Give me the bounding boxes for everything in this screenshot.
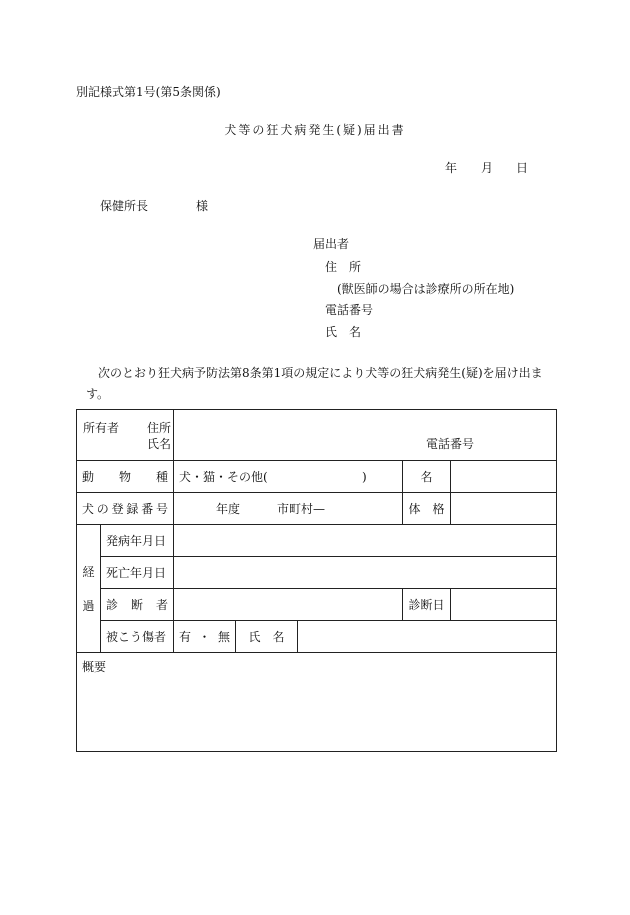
applicant-address-note: (獣医師の場合は診療所の所在地): [337, 282, 515, 296]
applicant-heading: 届出者: [313, 237, 350, 251]
species-close-paren: ): [362, 470, 367, 484]
death-row: [77, 557, 557, 589]
body-text-line1: 次のとおり狂犬病予防法第8条第1項の規定により犬等の狂犬病発生(疑)を届け出ま: [98, 366, 543, 380]
animal-name-label: 名: [403, 461, 451, 493]
bite-separator: ・: [198, 629, 211, 644]
registration-city-label: 市町村—: [277, 502, 326, 516]
summary-cell[interactable]: [77, 653, 557, 752]
applicant-phone-label: 電話番号: [325, 303, 374, 317]
bite-presence-cell[interactable]: [174, 621, 236, 653]
species-char: 種: [155, 469, 168, 484]
species-char: 物: [118, 469, 131, 484]
summary-label: 概要: [82, 660, 107, 674]
victim-name-value[interactable]: [298, 621, 557, 653]
progress-char: 過: [82, 598, 95, 613]
owner-address-label: 住所: [147, 421, 172, 435]
owner-phone-label: 電話番号: [426, 437, 475, 451]
date-month: 月: [481, 161, 494, 175]
summary-row: [77, 653, 557, 752]
onset-date-value[interactable]: [174, 525, 557, 557]
owner-value-cell[interactable]: [174, 410, 557, 461]
progress-char: 経: [82, 564, 95, 579]
diagnoser-char: 者: [155, 597, 168, 612]
progress-label-cell: [77, 525, 101, 653]
applicant-name-label: 氏 名: [325, 325, 362, 339]
registration-char: 番: [141, 501, 154, 516]
diagnosis-date-label: 診断日: [403, 589, 451, 621]
registration-char: の: [96, 501, 109, 516]
physique-label: 体 格: [403, 493, 451, 525]
death-date-label: 死亡年月日: [101, 557, 174, 589]
species-char: 動: [82, 469, 95, 484]
diagnoser-value[interactable]: [174, 589, 403, 621]
owner-name-label: 氏名: [147, 437, 172, 451]
bite-no-option[interactable]: 無: [217, 629, 230, 644]
diagnosis-row: [77, 589, 557, 621]
registration-char: 犬: [82, 501, 95, 516]
species-options: 犬・猫・その他(: [179, 469, 268, 484]
species-row: [77, 461, 557, 493]
notification-table: [76, 409, 557, 752]
bite-victim-label: 被こう傷者: [101, 621, 174, 653]
document-title: 犬等の狂犬病発生(疑)届出書: [224, 123, 406, 137]
addressee-honorific: 様: [196, 199, 209, 213]
onset-date-label: 発病年月日: [101, 525, 174, 557]
form-reference: 別記様式第1号(第5条関係): [76, 85, 221, 99]
registration-row: [77, 493, 557, 525]
owner-label-cell: [77, 410, 174, 461]
date-day: 日: [516, 161, 529, 175]
registration-label: [82, 501, 168, 517]
diagnoser-label: [106, 597, 168, 613]
applicant-address-label: 住 所: [325, 260, 362, 274]
species-label-cell: [77, 461, 174, 493]
animal-name-value[interactable]: [451, 461, 557, 493]
diagnosis-date-value[interactable]: [451, 589, 557, 621]
bite-presence-options: [179, 629, 230, 645]
physique-value[interactable]: [451, 493, 557, 525]
species-value-cell[interactable]: [174, 461, 403, 493]
bite-yes-option[interactable]: 有: [179, 629, 192, 644]
diagnoser-char: 断: [130, 597, 143, 612]
registration-value-cell[interactable]: [174, 493, 403, 525]
bite-victim-row: [77, 621, 557, 653]
registration-year-label: 年度: [216, 502, 241, 516]
diagnoser-label-cell: [101, 589, 174, 621]
onset-row: [77, 525, 557, 557]
diagnoser-char: 診: [106, 597, 119, 612]
body-text-line2: す。: [86, 387, 110, 401]
registration-label-cell: [77, 493, 174, 525]
registration-char: 録: [126, 501, 139, 516]
owner-row: [77, 410, 557, 461]
owner-label: 所有者: [83, 421, 120, 435]
species-label: [82, 469, 168, 485]
addressee-office: 保健所長: [100, 199, 149, 213]
registration-char: 号: [155, 501, 168, 516]
death-date-value[interactable]: [174, 557, 557, 589]
victim-name-label: 氏 名: [236, 621, 298, 653]
date-year: 年: [445, 161, 458, 175]
registration-char: 登: [111, 501, 124, 516]
